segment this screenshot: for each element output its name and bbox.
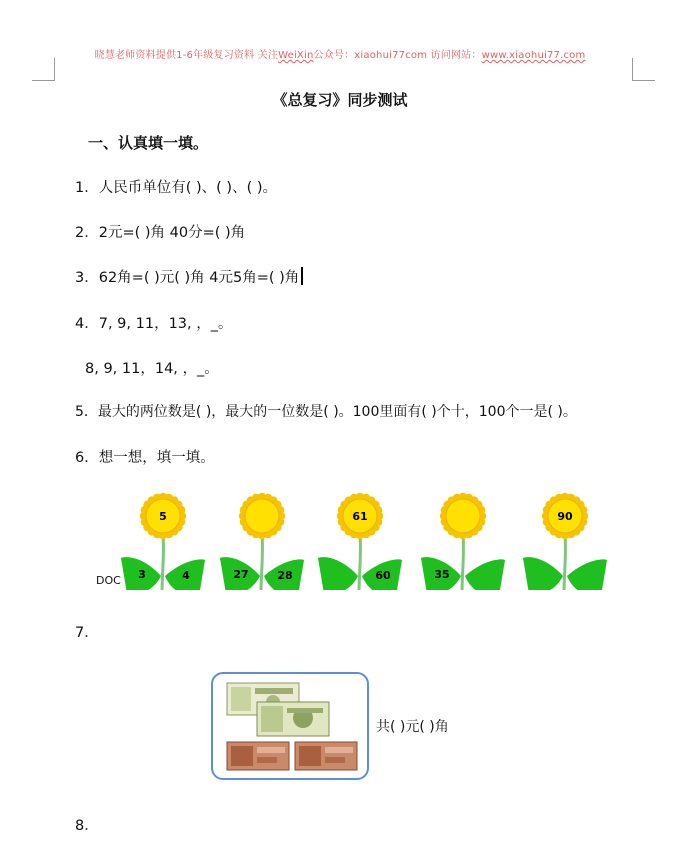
flower-3	[318, 493, 402, 590]
question-3	[75, 266, 303, 287]
flower-1	[121, 493, 205, 590]
page-corner-mark-right	[632, 58, 655, 81]
flower-center-number: 5	[159, 510, 167, 523]
flower-2	[220, 493, 304, 590]
leaf-right-number: 60	[375, 569, 391, 582]
question-1: 1．人民币单位有( )、( )、( )。	[75, 180, 277, 196]
flower-stem	[359, 534, 360, 590]
question-4a: 4．7, 9, 11，13, ，_。	[75, 316, 233, 332]
section-heading: 一、认真填一填。	[88, 134, 209, 152]
question-7: 7．	[75, 625, 99, 641]
leaf-right-number: 4	[182, 569, 190, 582]
page-corner-mark-left	[32, 58, 55, 81]
flower-stem	[261, 534, 262, 590]
flower-center-number: 61	[352, 510, 368, 523]
flower-center	[245, 499, 279, 533]
question-3-text: 3．62角=( )元( )角 4元5角=( )角	[75, 270, 300, 286]
leaf-right-number: 28	[277, 569, 293, 582]
leaf-left-number: 27	[233, 568, 249, 581]
banknote-1-jiao-b	[295, 742, 357, 770]
doc-label: DOC	[96, 574, 121, 587]
header-note	[0, 46, 680, 61]
flower-center-number: 90	[557, 510, 573, 523]
leaf-left-number: 3	[138, 568, 146, 581]
banknote-1-jiao-a	[227, 742, 289, 770]
leaf-left	[523, 557, 563, 590]
banknotes-image	[213, 674, 367, 778]
flower-center	[446, 499, 480, 533]
flower-5	[523, 493, 607, 590]
leaf-left	[318, 557, 358, 590]
banknote-1-yuan-b	[257, 702, 329, 736]
leaf-left-number: 35	[434, 568, 450, 581]
header-text: 晓慧老师资料提供1-6年级复习资料 关注	[94, 50, 279, 61]
flower-stem	[162, 534, 163, 590]
question-6: 6．想一想，填一填。	[75, 450, 215, 466]
flower-stem	[564, 534, 565, 590]
question-5: 5．最大的两位数是( )，最大的一位数是( )。100里面有( )个十，100个一是( )。	[75, 404, 577, 420]
leaf-right	[465, 559, 505, 590]
money-box	[211, 672, 369, 780]
question-2: 2．2元=( )角 40分=( )角	[75, 225, 246, 241]
header-text-middle: 公众号：xiaohui77com 访问网站：	[313, 50, 482, 61]
page-title: 《总复习》同步测试	[272, 91, 408, 109]
text-cursor	[301, 267, 303, 285]
header-weixin: WeiXin	[278, 50, 314, 61]
question-4b: 8, 9, 11，14, ，_。	[85, 361, 219, 377]
flower-stem	[462, 534, 463, 590]
flower-4	[421, 493, 505, 590]
question-8: 8．	[75, 818, 99, 834]
leaf-right	[567, 559, 607, 590]
header-site[interactable]: www.xiaohui77.com	[481, 50, 586, 61]
money-answer: 共( )元( )角	[376, 719, 449, 735]
